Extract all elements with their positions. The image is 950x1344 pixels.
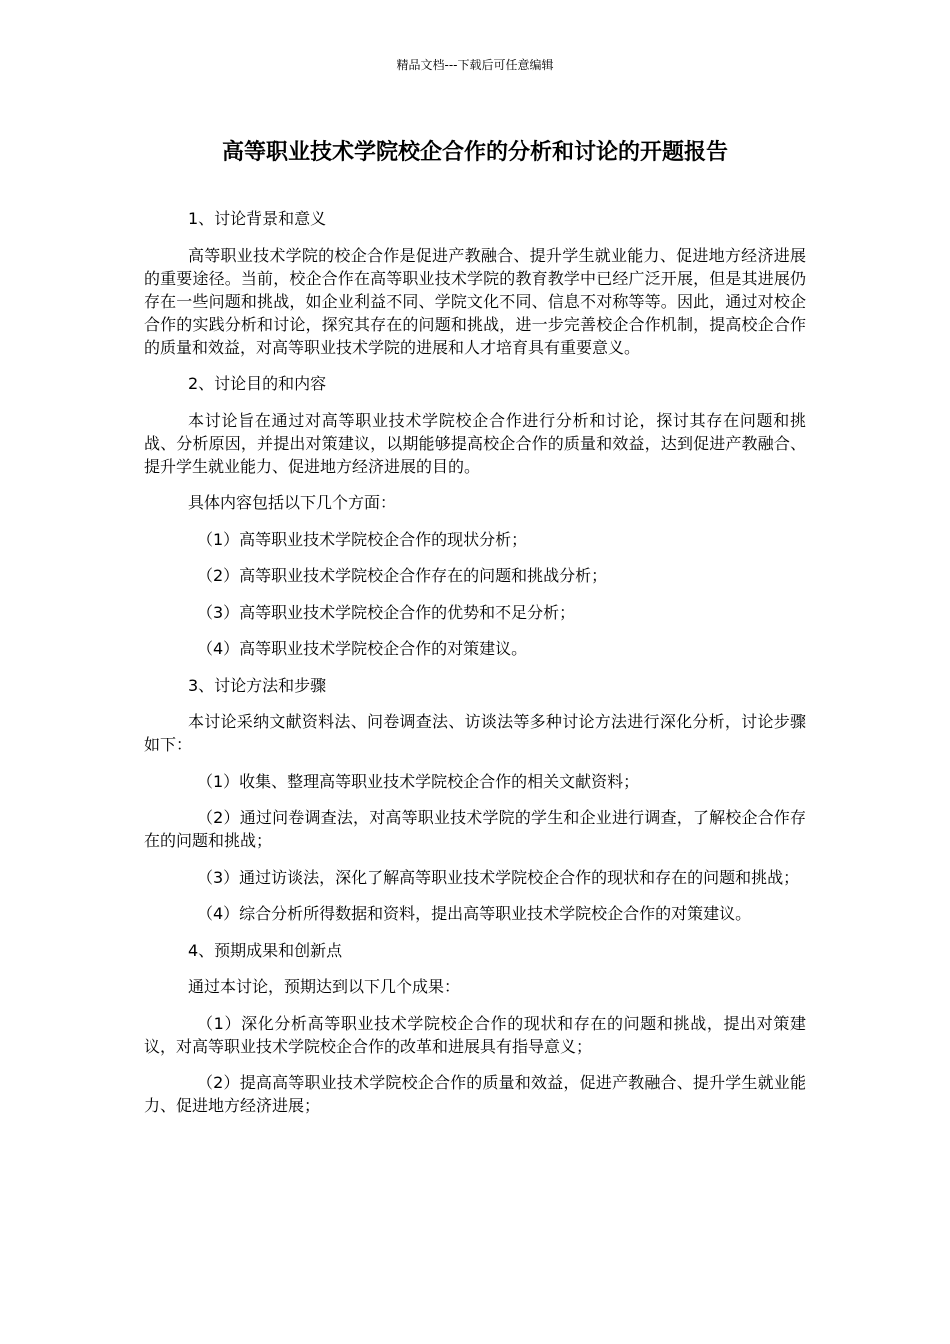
body-paragraph-purpose: 本讨论旨在通过对高等职业技术学院校企合作进行分析和讨论，探讨其存在问题和挑战、分析原因，并提出对策建议，以期能够提高校企合作的质量和效益，达到促进产教融合、提升学生就业能力、促进地方经济进展的目的。 [144,410,806,476]
list-item-content-1: （1）高等职业技术学院校企合作的现状分析； [197,529,528,549]
list-item-content-3: （3）高等职业技术学院校企合作的优势和不足分析； [197,602,576,622]
page-header: 精品文档---下载后可任意编辑 [396,58,554,72]
list-item-outcome-1: （1）深化分析高等职业技术学院校企合作的现状和存在的问题和挑战，提出对策建议，对高等职业技术学院校企合作的改革和进展具有指导意义； [144,1013,806,1056]
body-paragraph-background: 高等职业技术学院的校企合作是促进产教融合、提升学生就业能力、促进地方经济进展的重要途径。当前，校企合作在高等职业技术学院的教育教学中已经广泛开展，但是其进展仍存在一些问题和挑战，如企业利益不同、学院文化不同、信息不对称等等。因此，通过对校企合作的实践分析和讨论，探究其存在的问题和挑战，进一步完善校企合作机制，提高校企合作的质量和效益，对高等职业技术学院的进展和人才培育具有重要意义。 [144,245,806,357]
section-heading-purpose: 2、讨论目的和内容 [188,374,327,393]
list-item-outcome-2: （2）提高高等职业技术学院校企合作的质量和效益，促进产教融合、提升学生就业能力、促进地方经济进展； [144,1073,806,1115]
body-paragraph-outcomes: 通过本讨论，预期达到以下几个成果： [188,977,461,996]
list-item-content-4: （4）高等职业技术学院校企合作的对策建议。 [197,639,528,658]
section-heading-methods: 3、讨论方法和步骤 [188,675,327,695]
body-paragraph-content-intro: 具体内容包括以下几个方面： [188,493,397,512]
document-body [144,207,806,1131]
document-title: 高等职业技术学院校企合作的分析和讨论的开题报告 [221,140,728,165]
list-item-step-3: （3）通过访谈法，深化了解高等职业技术学院校企合作的现状和存在的问题和挑战； [197,867,800,887]
list-item-step-1: （1）收集、整理高等职业技术学院校企合作的相关文献资料； [197,771,640,791]
list-item-step-4: （4）综合分析所得数据和资料，提出高等职业技术学院校企合作的对策建议。 [197,904,752,923]
body-paragraph-methods: 本讨论采纳文献资料法、问卷调查法、访谈法等多种讨论方法进行深化分析，讨论步骤如下： [144,712,806,754]
section-heading-outcomes: 4、预期成果和创新点 [188,940,343,960]
list-item-step-2: （2）通过问卷调查法，对高等职业技术学院的学生和企业进行调查，了解校企合作存在的问题和挑战； [144,808,806,850]
list-item-content-2: （2）高等职业技术学院校企合作存在的问题和挑战分析； [197,566,608,585]
section-heading-background: 1、讨论背景和意义 [188,209,327,228]
